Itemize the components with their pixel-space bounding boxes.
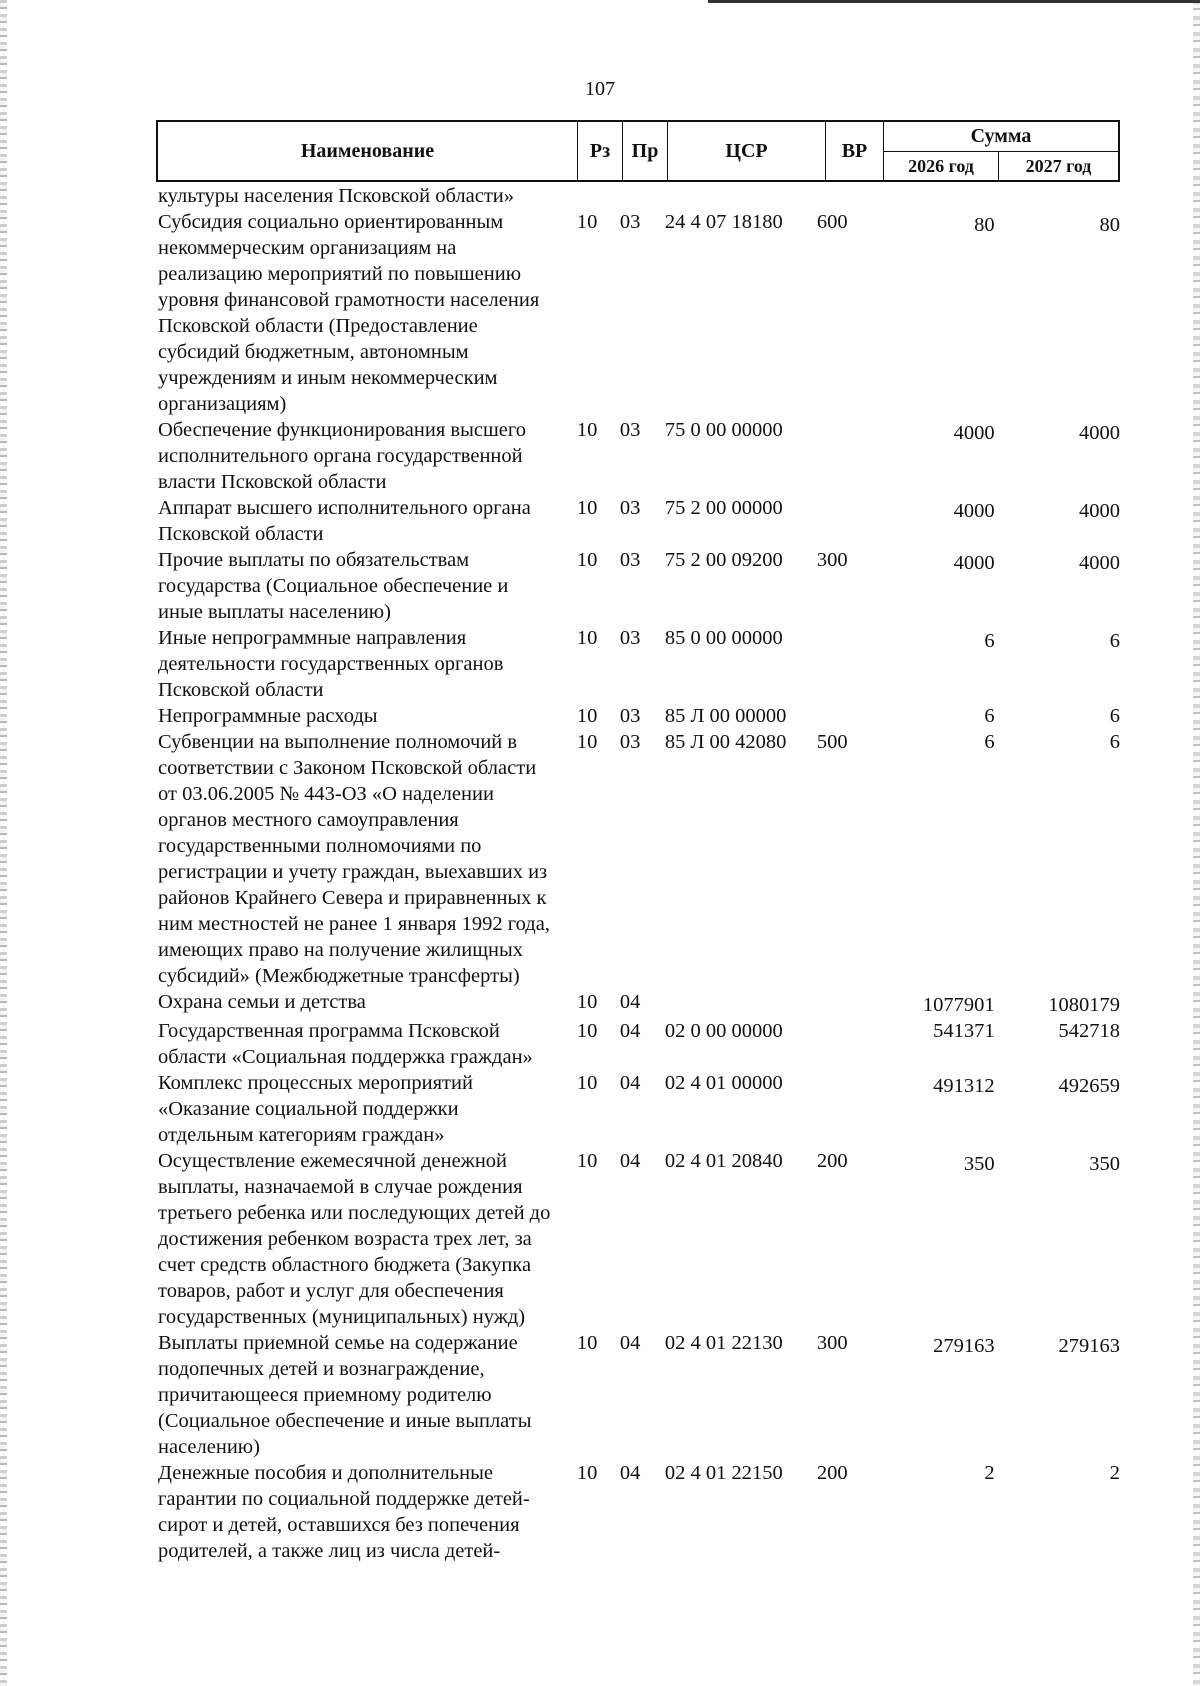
cell-name: Выплаты приемной семье на содержание подопечных детей и вознаграждение, причитающееся приемному родителю (Социальное обеспечение и иные выплаты населению) — [158, 1332, 532, 1458]
cell-sum-2026: 6 — [984, 705, 995, 727]
header-vr: ВР — [826, 122, 884, 180]
cell-sum-2027: 4000 — [1079, 500, 1121, 522]
cell-pr: 04 — [619, 1072, 641, 1094]
cell-name: Государственная программа Псковской области «Социальная поддержка граждан» — [158, 1020, 533, 1068]
table-row — [156, 625, 1120, 703]
cell-sum-2027: 2 — [1109, 1462, 1121, 1484]
header-pr: Пр — [623, 122, 668, 180]
cell-pr: 04 — [619, 1020, 641, 1042]
cell-sum-2026: 491312 — [933, 1075, 995, 1097]
cell-name: Субвенции на выполнение полномочий в соответствии с Законом Псковской области от 03.06.2005 № 443-ОЗ «О наделении органов местного самоуправления государственными полномочиями по регистрации и учету граждан, выехавших из районов Крайнего Севера и приравненных к ним местностей не ранее 1 января 1992 года, имеющих право на получение жилищных субсидий» (Межбюджетные трансферты) — [158, 731, 550, 987]
cell-rz: 10 — [576, 419, 598, 441]
cell-vr: 300 — [816, 549, 848, 571]
cell-vr: 300 — [816, 1332, 848, 1354]
cell-sum-2026: 6 — [984, 630, 995, 652]
table-header — [156, 120, 1120, 182]
cell-csr: 85 Л 00 00000 — [664, 705, 787, 727]
cell-sum-2026: 80 — [974, 214, 995, 236]
cell-sum-2026: 2 — [984, 1462, 995, 1484]
cell-rz: 10 — [576, 627, 598, 649]
cell-rz: 10 — [576, 211, 598, 233]
cell-pr: 04 — [619, 991, 641, 1013]
cell-csr: 85 Л 00 42080 — [664, 731, 787, 753]
table-row — [156, 547, 1120, 625]
cell-rz: 10 — [576, 705, 598, 727]
cell-name: культуры населения Псковской области» — [158, 185, 515, 207]
cell-vr: 500 — [816, 731, 848, 753]
cell-rz: 10 — [576, 1332, 598, 1354]
cell-name: Непрограммные расходы — [158, 705, 378, 727]
cell-rz: 10 — [576, 1072, 598, 1094]
cell-rz: 10 — [576, 1462, 598, 1484]
cell-sum-2027: 80 — [1099, 214, 1121, 236]
scan-top-bar — [708, 0, 1200, 3]
cell-csr: 75 0 00 00000 — [664, 419, 783, 441]
scan-edge-left — [0, 0, 7, 1686]
header-rz: Рз — [578, 122, 623, 180]
cell-sum-2026: 4000 — [953, 422, 995, 444]
cell-csr: 02 4 01 00000 — [664, 1072, 783, 1094]
cell-sum-2027: 4000 — [1079, 552, 1121, 574]
cell-sum-2027: 492659 — [1058, 1075, 1121, 1097]
header-sum: Сумма — [884, 122, 1118, 152]
cell-sum-2027: 6 — [1109, 630, 1121, 652]
table-row — [156, 989, 1120, 1018]
cell-sum-2027: 350 — [1089, 1153, 1121, 1175]
cell-pr: 03 — [619, 731, 641, 753]
cell-name: Денежные пособия и дополнительные гарантии по социальной поддержке детей-сирот и детей, оставшихся без попечения родителей, а также лиц из числа детей- — [158, 1462, 530, 1562]
cell-rz: 10 — [576, 731, 598, 753]
cell-name: Иные непрограммные направления деятельности государственных органов Псковской области — [158, 627, 504, 701]
cell-sum-2027: 542718 — [1058, 1020, 1121, 1042]
cell-pr: 03 — [619, 549, 641, 571]
cell-vr: 200 — [816, 1150, 848, 1172]
cell-name: Аппарат высшего исполнительного органа Псковской области — [158, 497, 531, 545]
cell-sum-2027: 6 — [1109, 731, 1121, 753]
table-row — [156, 417, 1120, 495]
cell-sum-2026: 541371 — [933, 1020, 995, 1042]
cell-pr: 03 — [619, 419, 641, 441]
cell-csr: 75 2 00 09200 — [664, 549, 783, 571]
page-number: 107 — [585, 78, 615, 100]
cell-csr: 85 0 00 00000 — [664, 627, 783, 649]
cell-rz: 10 — [576, 1150, 598, 1172]
cell-pr: 03 — [619, 627, 641, 649]
cell-name: Обеспечение функционирования высшего исполнительного органа государственной власти Псковской области — [158, 419, 526, 493]
cell-sum-2026: 6 — [984, 731, 995, 753]
table-row — [156, 1018, 1120, 1070]
cell-sum-2027: 6 — [1109, 705, 1121, 727]
cell-csr: 02 4 01 22150 — [664, 1462, 783, 1484]
cell-csr: 24 4 07 18180 — [664, 211, 783, 233]
cell-rz: 10 — [576, 497, 598, 519]
table-row — [156, 209, 1120, 417]
table-row — [156, 1460, 1120, 1564]
cell-pr: 03 — [619, 705, 641, 727]
cell-pr: 04 — [619, 1332, 641, 1354]
header-year-2027: 2027 год — [1025, 155, 1092, 176]
cell-sum-2026: 279163 — [933, 1335, 995, 1357]
header-name: Наименование — [158, 122, 578, 180]
table-row — [156, 1070, 1120, 1148]
cell-rz: 10 — [576, 991, 598, 1013]
cell-csr: 02 0 00 00000 — [664, 1020, 783, 1042]
cell-sum-2026: 350 — [963, 1153, 995, 1175]
cell-rz: 10 — [576, 1020, 598, 1042]
cell-name: Прочие выплаты по обязательствам государства (Социальное обеспечение и иные выплаты населению) — [158, 549, 509, 623]
cell-csr: 02 4 01 20840 — [664, 1150, 783, 1172]
table-row — [156, 703, 1120, 729]
cell-rz: 10 — [576, 549, 598, 571]
cell-sum-2027: 279163 — [1058, 1335, 1121, 1357]
cell-vr: 600 — [816, 211, 848, 233]
cell-pr: 04 — [619, 1462, 641, 1484]
cell-name: Субсидия социально ориентированным некоммерческим организациям на реализацию мероприятий по повышению уровня финансовой грамотности населения Псковской области (Предоставление субсидий бюджетным, автономным учреждениям и иным некоммерческим организациям) — [158, 211, 540, 415]
table-row — [156, 495, 1120, 547]
cell-sum-2027: 4000 — [1079, 422, 1121, 444]
cell-pr: 03 — [619, 497, 641, 519]
header-sum-group — [884, 122, 1118, 180]
cell-csr: 75 2 00 00000 — [664, 497, 783, 519]
cell-csr: 02 4 01 22130 — [664, 1332, 783, 1354]
cell-pr: 03 — [619, 211, 641, 233]
header-year-2026: 2026 год — [884, 152, 999, 180]
cell-name: Комплекс процессных мероприятий «Оказание социальной поддержки отдельным категориям граждан» — [158, 1072, 473, 1146]
cell-sum-2026: 4000 — [953, 552, 995, 574]
header-csr: ЦСР — [668, 122, 826, 180]
table-row — [156, 729, 1120, 989]
cell-sum-2026: 4000 — [953, 500, 995, 522]
cell-sum-2026: 1077901 — [922, 994, 995, 1016]
cell-vr: 200 — [816, 1462, 848, 1484]
table-row — [156, 183, 1120, 209]
table-row — [156, 1148, 1120, 1330]
cell-name: Охрана семьи и детства — [158, 991, 366, 1013]
cell-pr: 04 — [619, 1150, 641, 1172]
cell-name: Осуществление ежемесячной денежной выплаты, назначаемой в случае рождения третьего ребенка или последующих детей до достижения ребенком возраста трех лет, за счет средств областного бюджета (Закупка товаров, работ и услуг для обеспечения государственных (муниципальных) нужд) — [158, 1150, 551, 1328]
table-row — [156, 1330, 1120, 1460]
cell-sum-2027: 1080179 — [1048, 994, 1121, 1016]
table-body — [156, 183, 1120, 1564]
scan-edge-right — [1193, 0, 1200, 1686]
